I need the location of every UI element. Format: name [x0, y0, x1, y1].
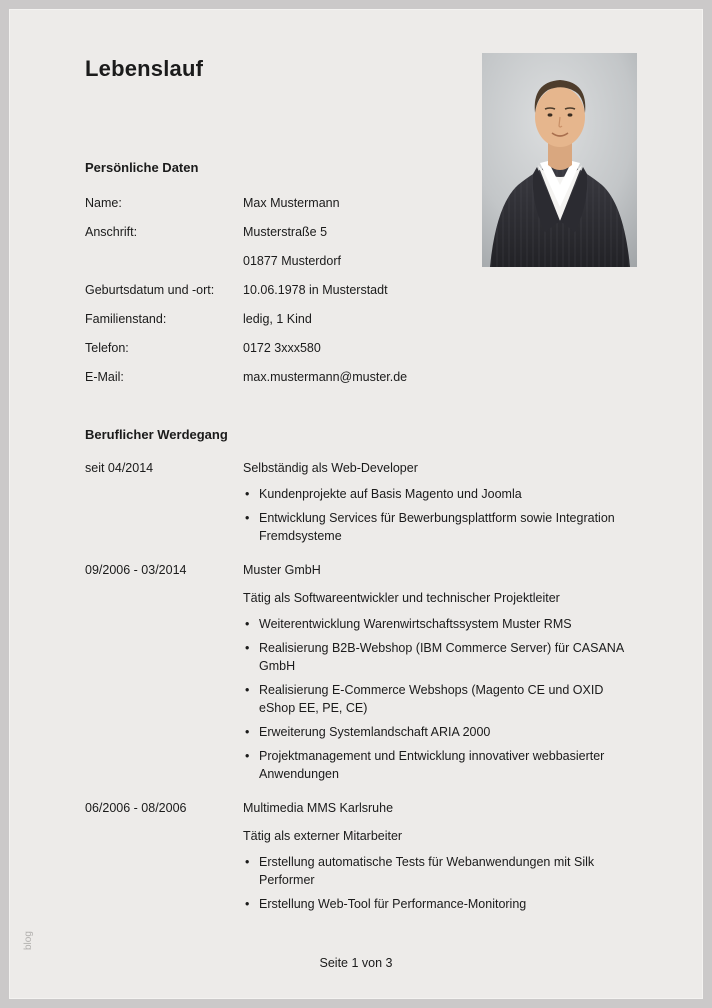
watermark: blog	[23, 931, 34, 950]
career-heading: Beruflicher Werdegang	[85, 427, 228, 442]
field-value: Musterstraße 5	[243, 225, 328, 239]
field-label: E-Mail:	[85, 370, 124, 384]
field-value: ledig, 1 Kind	[243, 312, 312, 326]
page-number: Seite 1 von 3	[319, 956, 393, 970]
field-label: Familienstand:	[85, 312, 167, 326]
personal-row-email	[85, 363, 624, 392]
entry-title: Multimedia MMS Karlsruhe	[243, 801, 394, 815]
field-value: 0172 3xxx580	[243, 341, 321, 355]
field-value: max.mustermann@muster.de	[243, 370, 408, 384]
field-label	[85, 247, 243, 276]
field-value: 10.06.1978 in Musterstadt	[243, 283, 388, 297]
entry-date: 06/2006 - 08/2006	[85, 801, 187, 815]
entry-bullet: • Kundenprojekte auf Basis Magento und Joomla	[243, 485, 624, 503]
personal-row-birth	[85, 276, 624, 305]
portrait-photo	[482, 53, 637, 267]
entry-subtitle: Tätig als Softwareentwickler und technischer Projektleiter	[243, 591, 560, 605]
entry-bullet-list	[243, 485, 624, 545]
entry-subtitle: Tätig als externer Mitarbeiter	[243, 829, 403, 843]
field-label: Telefon:	[85, 341, 129, 355]
cv-page	[9, 9, 703, 999]
entry-title: Muster GmbH	[243, 563, 321, 577]
field-value: Max Mustermann	[243, 196, 340, 210]
page-title: Lebenslauf	[85, 56, 204, 81]
entry-bullet-list	[243, 853, 624, 913]
career-entry	[85, 459, 624, 551]
field-label: Name:	[85, 196, 122, 210]
entry-bullet: • Realisierung B2B-Webshop (IBM Commerce Server) für CASANA GmbH	[243, 639, 624, 675]
entry-date: 09/2006 - 03/2014	[85, 563, 187, 577]
entry-bullet: • Erstellung Web-Tool für Performance-Monitoring	[243, 895, 624, 913]
entry-body	[243, 561, 624, 789]
field-value: 01877 Musterdorf	[243, 254, 341, 268]
entry-bullet: • Erweiterung Systemlandschaft ARIA 2000	[243, 723, 624, 741]
entry-bullet: • Realisierung E-Commerce Webshops (Magento CE und OXID eShop EE, PE, CE)	[243, 681, 624, 717]
entry-bullet: • Projektmanagement und Entwicklung innovativer webbasierter Anwendungen	[243, 747, 624, 783]
entry-title: Selbständig als Web-Developer	[243, 461, 418, 475]
entry-body	[243, 459, 624, 551]
entry-bullet: • Erstellung automatische Tests für Webanwendungen mit Silk Performer	[243, 853, 624, 889]
career-entry	[85, 799, 624, 919]
entry-bullet-list	[243, 615, 624, 783]
career-section	[85, 427, 624, 919]
entry-date: seit 04/2014	[85, 461, 154, 475]
personal-row-phone	[85, 334, 624, 363]
entry-bullet: • Entwicklung Services für Bewerbungsplattform sowie Integration Fremdsysteme	[243, 509, 624, 545]
entry-body	[243, 799, 624, 919]
career-entry	[85, 561, 624, 789]
portrait-photo-graphic	[482, 53, 637, 267]
entry-bullet: • Weiterentwicklung Warenwirtschaftssystem Muster RMS	[243, 615, 624, 633]
field-label: Geburtsdatum und -ort:	[85, 283, 215, 297]
personal-row-marital-status	[85, 305, 624, 334]
field-label: Anschrift:	[85, 225, 138, 239]
personal-data-heading: Persönliche Daten	[85, 160, 199, 175]
